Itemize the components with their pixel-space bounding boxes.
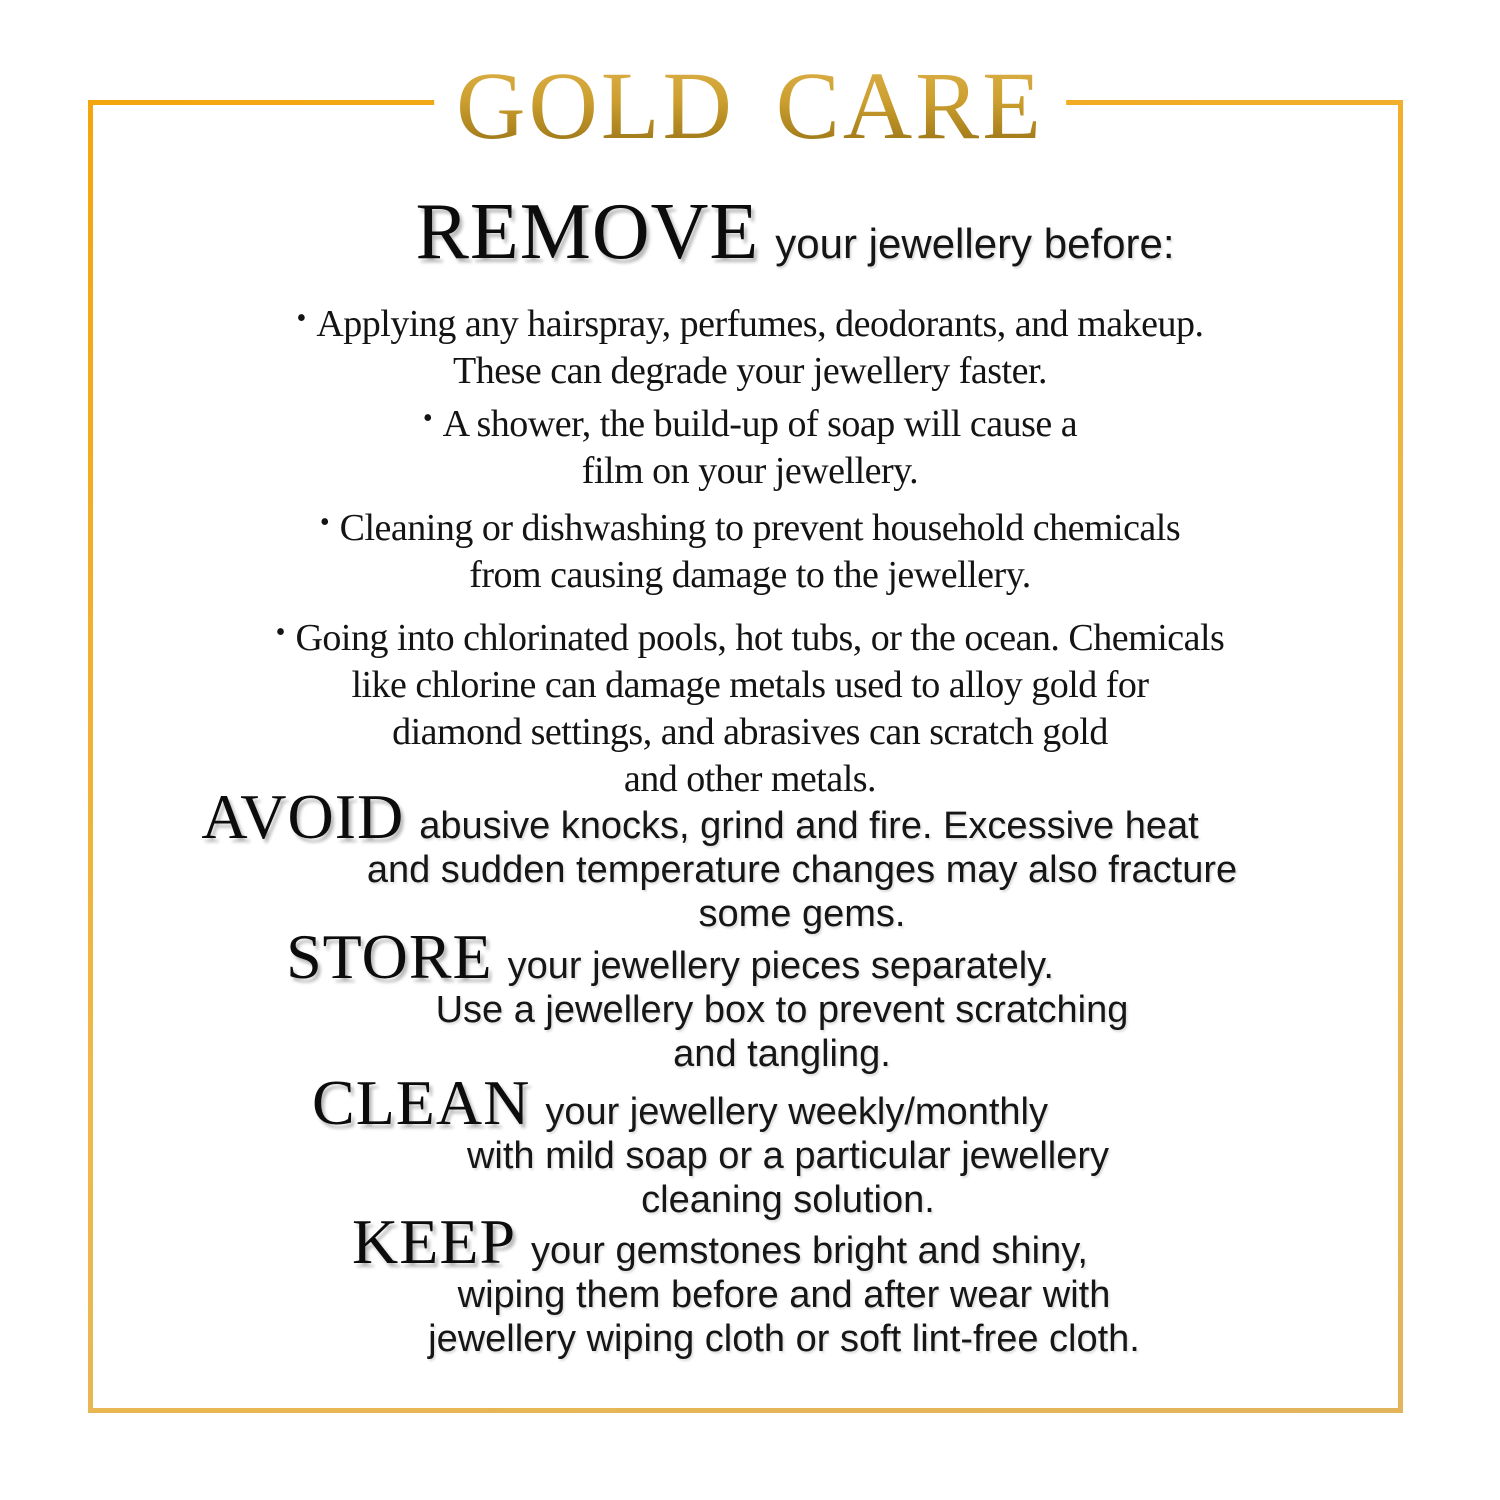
section-text: your jewellery pieces separately. bbox=[507, 945, 1054, 987]
list-item bbox=[0, 499, 1500, 599]
section-first-line bbox=[0, 781, 1450, 852]
bullet-line: These can degrade your jewellery faster. bbox=[452, 350, 1048, 392]
bullet-text: A shower, the build-up of soap will cause a bbox=[442, 403, 1078, 445]
section-text: abusive knocks, grind and fire. Excessive heat bbox=[419, 805, 1199, 847]
remove-subtitle: your jewellery before: bbox=[775, 220, 1175, 267]
bullet-line bbox=[0, 609, 1500, 662]
bullet-text: Cleaning or dishwashing to prevent household chemicals bbox=[339, 507, 1181, 549]
remove-bullet-list bbox=[0, 295, 1500, 803]
list-item bbox=[0, 295, 1500, 395]
section-text: your jewellery weekly/monthly bbox=[545, 1091, 1048, 1133]
bullet-line: diamond settings, and abrasives can scratch gold bbox=[392, 711, 1108, 753]
clean-heading: CLEAN bbox=[312, 1067, 531, 1138]
section-line: Use a jewellery box to prevent scratching bbox=[435, 989, 1129, 1031]
bullet-icon: • bbox=[319, 507, 330, 538]
bullet-icon: • bbox=[422, 403, 433, 434]
section-first-line bbox=[0, 1206, 1470, 1277]
title-container bbox=[434, 50, 1066, 162]
section-line: cleaning solution. bbox=[641, 1179, 935, 1221]
page-title: GOLD CARE bbox=[456, 50, 1044, 162]
remove-heading-line bbox=[45, 188, 1500, 276]
section-line: with mild soap or a particular jewellery bbox=[466, 1135, 1110, 1177]
keep-heading: KEEP bbox=[352, 1206, 517, 1277]
section-clean bbox=[0, 1067, 1500, 1222]
bullet-line: from causing damage to the jewellery. bbox=[469, 554, 1031, 596]
remove-heading: REMOVE bbox=[415, 188, 760, 276]
section-text: your gemstones bright and shiny, bbox=[531, 1230, 1088, 1272]
list-item bbox=[0, 395, 1500, 495]
section-first-line bbox=[0, 921, 1420, 992]
section-keep bbox=[0, 1206, 1500, 1361]
bullet-line bbox=[0, 499, 1500, 552]
section-line: wiping them before and after wear with bbox=[457, 1274, 1111, 1316]
bullet-icon: • bbox=[296, 303, 307, 334]
bullet-icon: • bbox=[275, 617, 286, 648]
section-line: and sudden temperature changes may also fracture bbox=[366, 849, 1238, 891]
section-first-line bbox=[0, 1067, 1430, 1138]
avoid-heading: AVOID bbox=[201, 781, 405, 852]
store-heading: STORE bbox=[286, 921, 493, 992]
bullet-text: Applying any hairspray, perfumes, deodorants, and makeup. bbox=[316, 303, 1204, 345]
bullet-line: film on your jewellery. bbox=[581, 450, 919, 492]
bullet-line bbox=[0, 395, 1500, 448]
section-line: jewellery wiping cloth or soft lint-free cloth. bbox=[428, 1318, 1140, 1360]
section-avoid bbox=[0, 781, 1500, 936]
bullet-text: Going into chlorinated pools, hot tubs, or the ocean. Chemicals bbox=[295, 617, 1225, 659]
section-line: and tangling. bbox=[673, 1033, 891, 1075]
bullet-line: and other metals. bbox=[623, 758, 877, 800]
section-line: some gems. bbox=[698, 893, 906, 935]
list-item bbox=[0, 609, 1500, 803]
section-store bbox=[0, 921, 1500, 1076]
bullet-line: like chlorine can damage metals used to alloy gold for bbox=[351, 664, 1149, 706]
bullet-line bbox=[0, 295, 1500, 348]
